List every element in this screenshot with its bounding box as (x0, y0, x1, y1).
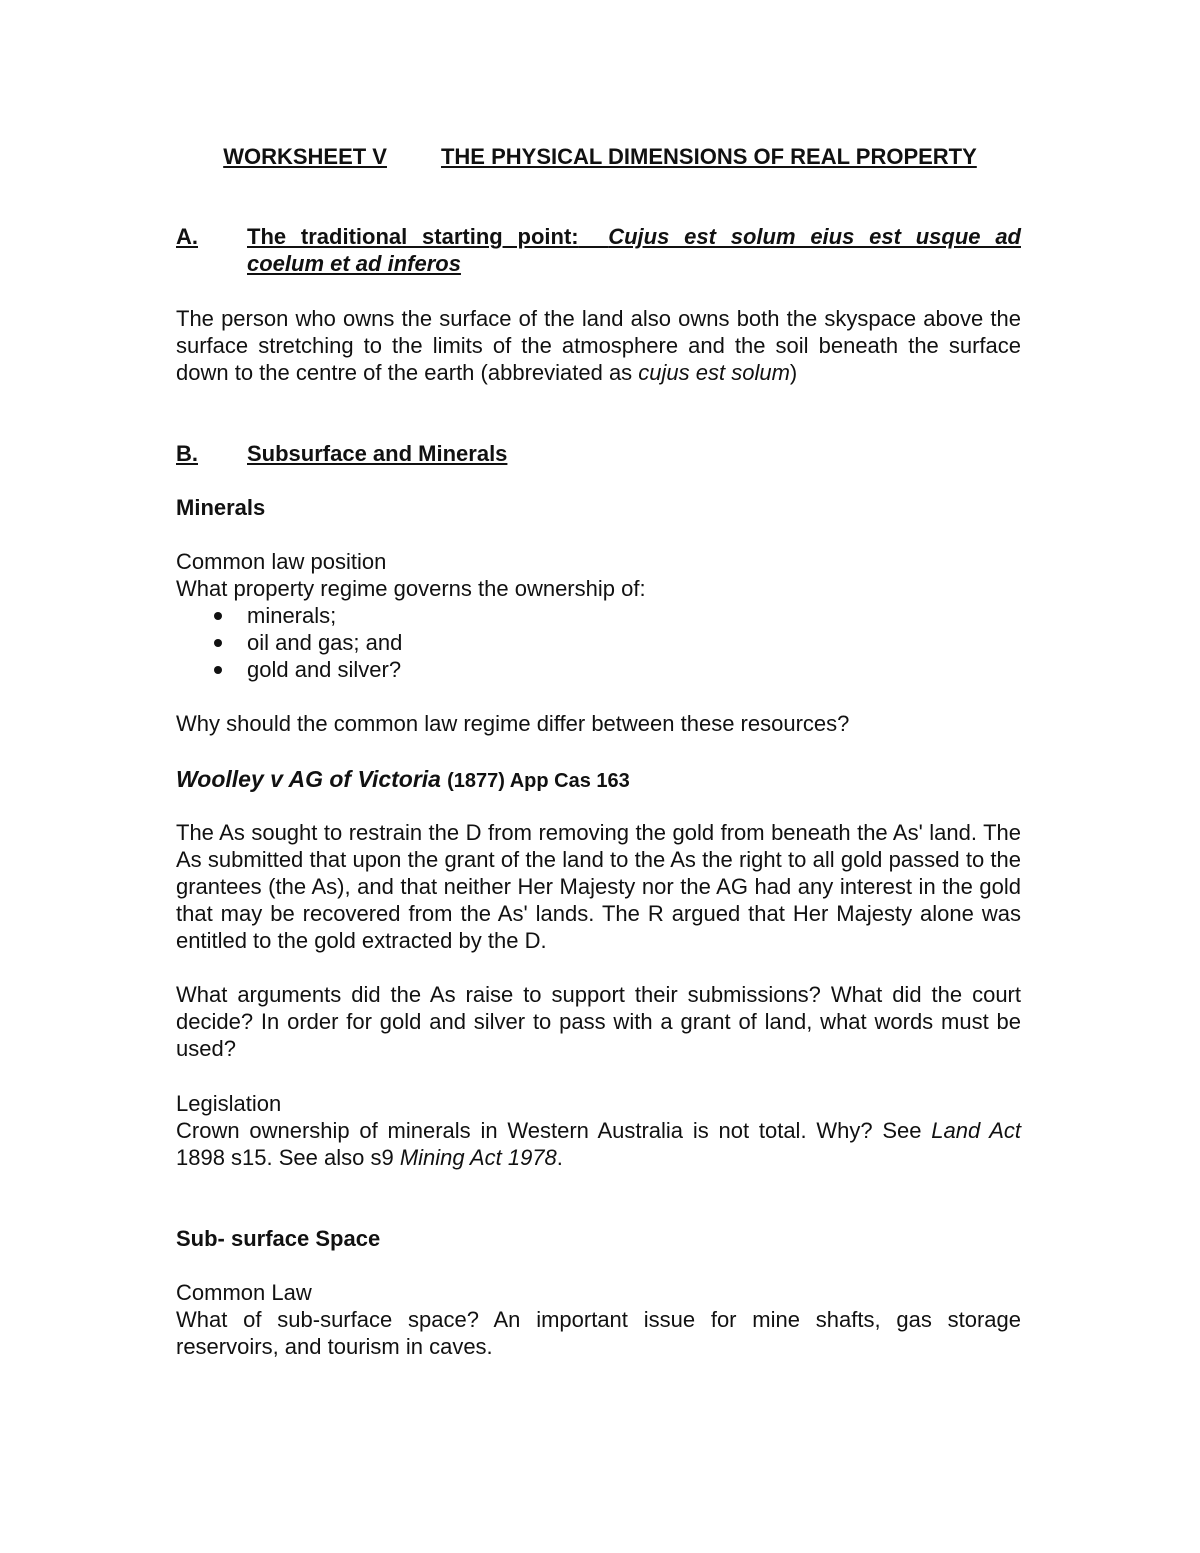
case-questions: What arguments did the As raise to support their submissions? What did the court decide? In order for gold and silver to pass with a grant of land, what words must be used? (176, 982, 1021, 1061)
bullet-icon (214, 639, 222, 647)
bullet-text: oil and gas; and (247, 630, 403, 655)
minerals-question: What property regime governs the ownership of: (176, 576, 646, 601)
legislation-heading: Legislation (176, 1091, 282, 1116)
section-b-letter: B. (176, 441, 198, 466)
legislation-text-2: 1898 s15. See also s9 (176, 1145, 400, 1170)
page-title (0, 143, 1200, 170)
section-a-heading-line-2: coelum et ad inferos (247, 251, 461, 276)
subsurface-text: What of sub-surface space? An important issue for mine shafts, gas storage reservoirs, and tourism in caves. (176, 1307, 1021, 1359)
section-a-letter: A. (176, 224, 198, 249)
bullet-text: gold and silver? (247, 657, 402, 682)
minerals-subheading: Common law position (176, 549, 387, 574)
case-citation: (1877) App Cas 163 (447, 770, 630, 792)
case-name: Woolley v AG of Victoria (176, 766, 441, 792)
section-b-heading (176, 440, 1021, 467)
case-heading (176, 766, 1021, 795)
bullet-text: minerals; (247, 603, 337, 628)
list-item (176, 629, 1021, 656)
bullet-icon (214, 666, 222, 674)
subsurface-heading: Sub- surface Space (176, 1226, 381, 1251)
section-a-heading-plain: The traditional starting point: (247, 224, 579, 249)
title-part-1: WORKSHEET V (223, 144, 387, 169)
section-a-paragraph-text: The person who owns the surface of the land also owns both the skyspace above the surface stretching to the limits of the atmosphere and the soil beneath the surface down to the centre of the earth (abbreviated as (176, 306, 1021, 385)
legislation-italic-1: Land Act (931, 1118, 1021, 1143)
list-item (176, 602, 1021, 629)
section-b-heading-text: Subsurface and Minerals (247, 441, 508, 466)
bullet-icon (214, 612, 222, 620)
section-a-heading-text (247, 223, 1021, 277)
section-a-paragraph-end: ) (789, 360, 798, 385)
minerals-bullet-list (176, 602, 1021, 683)
section-a-paragraph (176, 305, 1021, 386)
minerals-body (176, 548, 1021, 683)
section-a-heading-italic-1: Cujus est solum eius est usque ad (608, 224, 1021, 249)
section-a-paragraph-italic: cujus est solum (638, 360, 790, 385)
section-a-heading-line-1 (247, 223, 1021, 250)
minerals-heading: Minerals (176, 495, 266, 520)
minerals-why: Why should the common law regime differ between these resources? (176, 711, 850, 736)
list-item (176, 656, 1021, 683)
subsurface-subheading: Common Law (176, 1280, 312, 1305)
legislation-text (176, 1117, 1021, 1171)
legislation-italic-2: Mining Act 1978 (399, 1145, 557, 1170)
title-part-2: THE PHYSICAL DIMENSIONS OF REAL PROPERTY (440, 144, 977, 169)
legislation-text-3: . (556, 1145, 563, 1170)
legislation-text-1: Crown ownership of minerals in Western Australia is not total. Why? See (176, 1118, 932, 1143)
case-paragraph: The As sought to restrain the D from removing the gold from beneath the As' land. The As submitted that upon the grant of the land to the As the right to all gold passed to the grantees (the As), and that neither Her Majesty nor the AG had any interest in the gold that may be recovered from the As' lands. The R argued that Her Majesty alone was entitled to the gold extracted by the D. (176, 820, 1021, 953)
section-a-heading (176, 223, 1021, 277)
